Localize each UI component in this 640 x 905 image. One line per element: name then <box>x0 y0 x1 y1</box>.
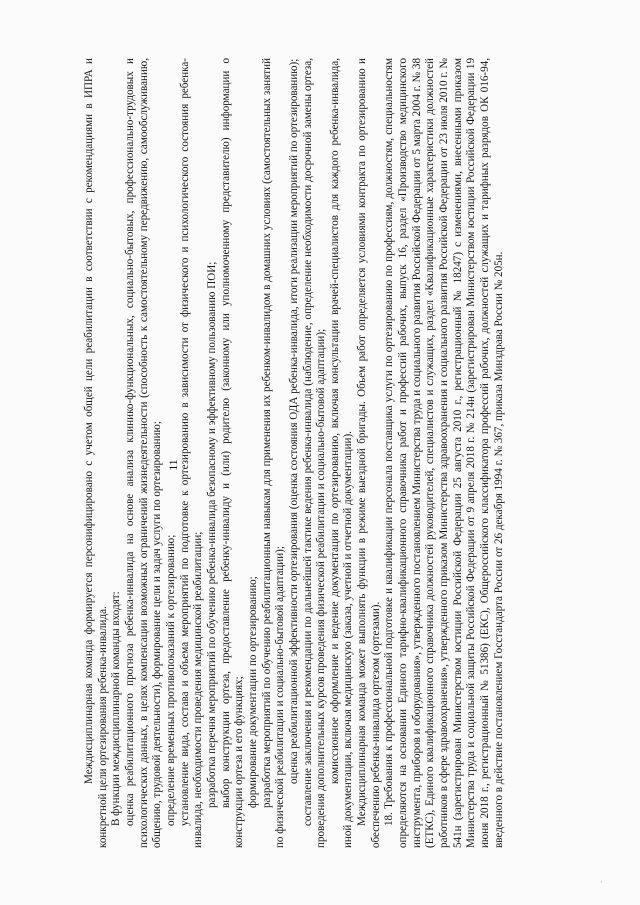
paragraph-preparation: установление вида, состава и объема мероприятий по подготовке к ортезированию в зависимости от физического и психологического состояния ребенка-инвалида, необходимости проведения медицинской реабилитации; <box>178 58 205 848</box>
paragraph-training-list: разработка перечня мероприятий по обучению ребенка-инвалида безопасному и эффективному пользованию ПОИ; <box>205 261 218 808</box>
paragraph-documentation: формирование документации по ортезированию; <box>246 576 259 808</box>
paragraph-home-skills: разработка мероприятий по обучению реабилитационным навыкам для применения их ребенком-инвалидом в домашних условиях (самостоятельных занятий по физической реабилитации и социально-бытовой адаптации); <box>260 58 287 848</box>
paragraph-orthosis-choice: выбор конструкции ортеза, предоставление ребенку-инвалиду и (или) родителю (законному или уполномоченному представителю) информации о конструкции ортеза и его функциях; <box>219 58 246 848</box>
paragraph-team-formation: Междисциплинарная команда формируется персонифицировано с учетом общей цели реабилитации в соответствии с рекомендациями в ИПРА и конкретной цели ортезирования ребенка-инвалида. <box>83 58 109 848</box>
paragraph-mobile-team: Междисциплинарная команда может выполнять функции в режиме выездной бригады. Объем работ определяется условиями контракта по ортезированию и обеспечению ребенка-инвалида ортезом (ортезами). <box>356 58 382 848</box>
paragraph-contraindications: определение временных противопоказаний к ортезированию; <box>164 534 177 826</box>
paragraph-commission: комиссионное оформление и ведение документации по ортезированию, включая консультации врачей-специалистов для каждого ребенка-инвалида, иной документации, включая медицинскую (заказа, учетной и отчетной документации). <box>328 58 355 848</box>
rotated-text-block <box>62 58 562 848</box>
paragraph-functions-heading: В функции междисциплинарной команды входят: <box>110 591 123 826</box>
page-number: 11 <box>168 459 180 471</box>
scan-mark: · <box>600 878 603 887</box>
paragraph-prognosis: оценка реабилитационного прогноза ребенка-инвалида на основе анализа клинико-функциональных, социально-бытовых, профессионально-трудовых и психологических данных, в целях компенсации возможных ограничений жизнедеятельности (способность к самостоятельному передвижению, самообслуживанию, общению, трудовой деятельности), формирование цели и задач услуги по ортезированию; <box>123 58 164 848</box>
paragraph-conclusion: составление заключения и рекомендации по дальнейшей тактике ведения ребенка-инвалида (наблюдение, определение необходимости досрочной замены ортеза, проведения дополнительных курсов проведения физической реабилитации и социально-бытовой адаптации); <box>301 58 328 848</box>
paragraph-efficiency: оценка реабилитационной эффективности ортезирования (оценка состояния ОДА ребенка-инвалида, итоги реализации мероприятий по ортезированию); <box>287 58 300 784</box>
paragraph-staff-requirements: 18. Требования к профессиональной подготовке и квалификации персонала поставщика услуги по ортезированию по профессиям, должностям, специальностям определяются на основании Единого тарифно-квалификационного справочника работ и профессий рабочих, выпуск 16, раздел «Производство медицинского инструмента, приборов и оборудования», утвержденного постановлением Министерства труда и социального развития Российской Федерации от 5 марта 2004 г. № 38 (ЕТКС), Единого квалификационного справочника должностей руководителей, специалистов и служащих, раздел «Квалификационные характеристики должностей работников в сфере здравоохранения», утвержденного приказом Министерства здравоохранения и социального развития Российской Федерации от 23 июля 2010 г. № 541н (зарегистрирован Министерством юстиции Российской Федерации 25 августа 2010 г., регистрационный № 18247) с изменениями, внесенными приказом Министерства труда и социальной защиты Российской Федерации от 9 апреля 2018 г. № 214н (зарегистрирован Министерством юстиции Российской Федерации 19 июня 2018 г., регистрационный № 51386) (ЕКС), Общероссийского классификатора профессий рабочих, должностей служащих и тарифных разрядов ОК 016-94, введенного в действие постановлением Госстандарта России от 26 декабря 1994 г. № 367, приказа Минздрава России № 205н. <box>383 58 505 848</box>
